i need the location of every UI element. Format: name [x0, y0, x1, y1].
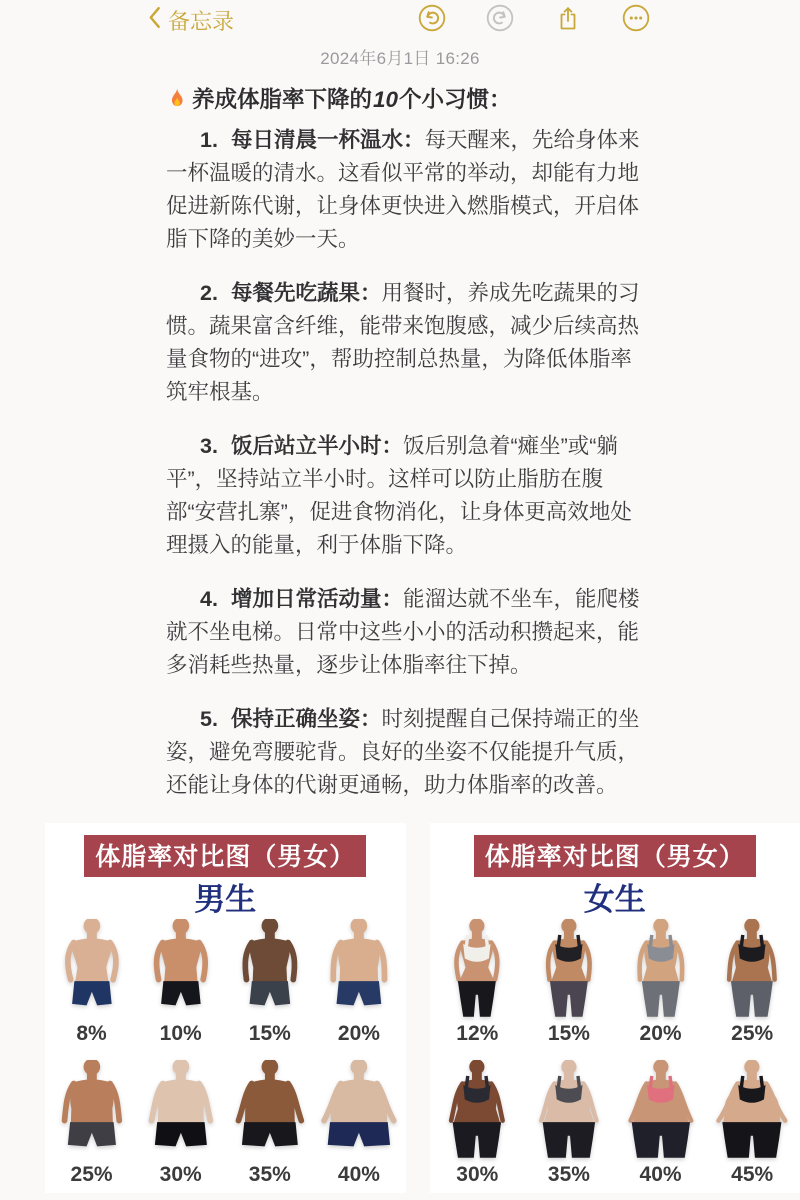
body-silhouette-svg — [623, 919, 699, 1019]
body-silhouette-svg — [54, 1060, 130, 1160]
bodyfat-percentage-label: 35% — [248, 1163, 291, 1186]
bodyfat-percentage-label: 12% — [456, 1022, 499, 1045]
share-icon[interactable] — [552, 3, 584, 35]
bodyfat-figure — [432, 919, 524, 1046]
back-button-label: 备忘录 — [168, 9, 235, 34]
toolbar-icons — [416, 3, 652, 35]
back-button[interactable] — [148, 5, 234, 36]
body-silhouette-svg — [714, 1060, 790, 1160]
bodyfat-percentage-label: 30% — [456, 1163, 499, 1186]
bodyfat-percentage-label: 40% — [337, 1163, 380, 1186]
bodyfat-percentage-label: 15% — [248, 1022, 291, 1045]
bodyfat-figure — [314, 1060, 403, 1187]
body-silhouette-svg — [143, 919, 219, 1019]
habit-item-3: 3. 饭后站立半小时：饭后别急着“瘫坐”或“躺平”，坚持站立半小时。这样可以防止脂肪在腹部“安营扎寨”，促进食物消化，让身体更高效地处理摄入的能量，利于体脂下降。 — [166, 434, 632, 557]
fire-emoji-icon — [166, 87, 188, 113]
body-silhouette-svg — [439, 919, 515, 1019]
body-silhouette-svg — [531, 1060, 607, 1160]
panel-header-male: 体脂率对比图（男女） — [84, 835, 366, 877]
bodyfat-figure — [432, 1060, 524, 1187]
body-silhouette-svg — [321, 919, 397, 1019]
more-icon[interactable] — [620, 3, 652, 35]
body-silhouette-svg — [232, 1060, 308, 1160]
bodyfat-figure — [314, 919, 403, 1046]
bodyfat-figure — [523, 919, 615, 1046]
bodyfat-percentage-label: 45% — [731, 1163, 774, 1186]
bodyfat-percentage-label: 25% — [731, 1022, 774, 1045]
figure-grid-female — [430, 919, 800, 1187]
bodyfat-figure — [615, 919, 707, 1046]
bodyfat-figure — [47, 919, 136, 1046]
body-silhouette-svg — [714, 919, 790, 1019]
gender-label-male: 男生 — [194, 882, 257, 917]
habit-item-2: 2. 每餐先吃蔬果：用餐时，养成先吃蔬果的习惯。蔬果富含纤维，能带来饱腹感，减少后续高热量食物的“进攻”，帮助控制总热量，为降低体脂率筑牢根基。 — [166, 281, 640, 404]
bodyfat-figure — [225, 919, 314, 1046]
figure-grid-male — [45, 919, 406, 1187]
bodyfat-panel-male — [45, 823, 406, 1193]
body-silhouette-svg — [143, 1060, 219, 1160]
navbar — [0, 0, 800, 38]
bodyfat-figure — [706, 919, 798, 1046]
bodyfat-figure — [225, 1060, 314, 1187]
note-date: 2024年6月1日 16:26 — [320, 49, 480, 68]
bodyfat-figure — [615, 1060, 707, 1187]
panel-header-female: 体脂率对比图（男女） — [474, 835, 756, 877]
body-silhouette-svg — [439, 1060, 515, 1160]
body-silhouette-svg — [54, 919, 130, 1019]
bodyfat-percentage-label: 30% — [159, 1163, 202, 1186]
bodyfat-percentage-label: 40% — [639, 1163, 682, 1186]
body-silhouette-svg — [623, 1060, 699, 1160]
note-body[interactable] — [166, 83, 652, 802]
bodyfat-figure — [706, 1060, 798, 1187]
bodyfat-percentage-label: 8% — [76, 1022, 107, 1045]
bodyfat-figure — [136, 919, 225, 1046]
body-silhouette-svg — [531, 919, 607, 1019]
bodyfat-percentage-label: 25% — [70, 1163, 113, 1186]
bodyfat-percentage-label: 15% — [547, 1022, 590, 1045]
habit-item-4: 4. 增加日常活动量：能溜达就不坐车，能爬楼就不坐电梯。日常中这些小小的活动积攒起来，能多消耗些热量，逐步让体脂率往下掉。 — [166, 587, 640, 677]
habit-item-5: 5. 保持正确坐姿：时刻提醒自己保持端正的坐姿，避免弯腰驼背。良好的坐姿不仅能提升气质，还能让身体的代谢更通畅，助力体脂率的改善。 — [166, 707, 640, 797]
undo-icon[interactable] — [416, 3, 448, 35]
note-title — [166, 83, 652, 116]
bodyfat-panel-female — [430, 823, 800, 1193]
bodyfat-percentage-label: 35% — [547, 1163, 590, 1186]
note-title-text: 养成体脂率下降的10个小习惯： — [192, 87, 512, 112]
redo-icon[interactable] — [484, 3, 516, 35]
bodyfat-figure — [523, 1060, 615, 1187]
body-silhouette-svg — [321, 1060, 397, 1160]
bodyfat-comparison-section — [45, 823, 800, 1193]
bodyfat-percentage-label: 20% — [337, 1022, 380, 1045]
bodyfat-figure — [47, 1060, 136, 1187]
gender-label-female: 女生 — [583, 882, 646, 917]
bodyfat-figure — [136, 1060, 225, 1187]
habit-list — [166, 124, 652, 802]
bodyfat-percentage-label: 20% — [639, 1022, 682, 1045]
bodyfat-percentage-label: 10% — [159, 1022, 202, 1045]
chevron-left-icon — [148, 6, 161, 35]
habit-item-1: 1. 每日清晨一杯温水：每天醒来，先给身体来一杯温暖的清水。这看似平常的举动，却能有力地促进新陈代谢，让身体更快进入燃脂模式，开启体脂下降的美妙一天。 — [166, 128, 640, 251]
body-silhouette-svg — [232, 919, 308, 1019]
